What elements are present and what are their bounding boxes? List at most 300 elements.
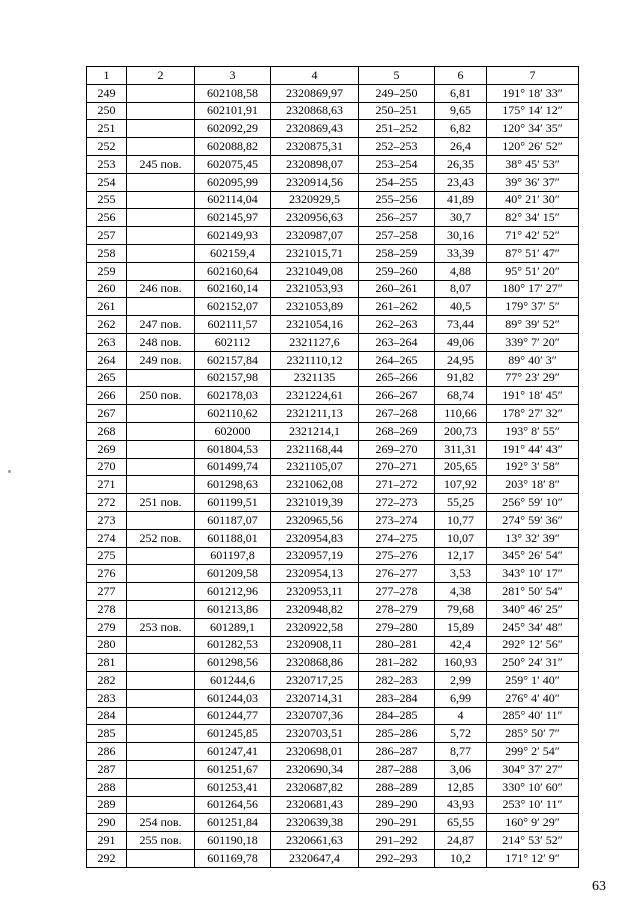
table-cell: 2320687,82 [271,778,359,796]
table-cell: 42,4 [435,636,487,654]
table-cell: 160,93 [435,654,487,672]
table-cell: 601298,56 [195,654,271,672]
table-cell: 89° 40′ 3″ [487,351,579,369]
table-cell: 287 [87,761,127,779]
table-cell: 601188,01 [195,529,271,547]
table-cell: 24,87 [435,832,487,850]
table-cell: 2320965,56 [271,511,359,529]
table-row [87,209,579,227]
table-cell: 252 пов. [127,529,195,547]
table-cell: 602160,14 [195,280,271,298]
table-cell: 2320922,58 [271,618,359,636]
table-cell [127,405,195,423]
table-cell [127,120,195,138]
table-row [87,84,579,102]
table-cell: 259 [87,262,127,280]
table-cell: 2321054,16 [271,316,359,334]
page-number: 63 [592,879,606,894]
table-row [87,636,579,654]
table-cell: 288 [87,778,127,796]
column-header: 6 [435,67,487,85]
table-cell: 290 [87,814,127,832]
table-cell: 289–290 [359,796,435,814]
table-cell: 40° 21′ 30″ [487,191,579,209]
table-cell: 79,68 [435,600,487,618]
table-cell: 2321110,12 [271,351,359,369]
column-header: 5 [359,67,435,85]
table-cell: 77° 23′ 29″ [487,369,579,387]
table-cell: 281–282 [359,654,435,672]
table-cell: 2320707,36 [271,707,359,725]
table-cell: 39° 36′ 37″ [487,173,579,191]
table-cell: 2321211,13 [271,405,359,423]
table-cell: 26,35 [435,155,487,173]
table-row [87,191,579,209]
table-row [87,138,579,156]
table-cell: 285–286 [359,725,435,743]
table-cell: 245° 34′ 48″ [487,618,579,636]
table-cell: 2321214,1 [271,422,359,440]
table-cell: 330° 10′ 60″ [487,778,579,796]
table-cell: 275 [87,547,127,565]
table-cell: 601212,96 [195,583,271,601]
table-cell: 601187,07 [195,511,271,529]
table-cell: 602152,07 [195,298,271,316]
table-cell: 249 пов. [127,351,195,369]
table-cell: 248 пов. [127,333,195,351]
table-row [87,778,579,796]
table-row [87,654,579,672]
table-cell: 279 [87,618,127,636]
table-cell: 257–258 [359,227,435,245]
table-cell: 2320957,19 [271,547,359,565]
table-row [87,155,579,173]
table-cell: 602114,04 [195,191,271,209]
table-cell: 2320914,56 [271,173,359,191]
table-cell [127,636,195,654]
column-header: 3 [195,67,271,85]
table-cell: 345° 26′ 54″ [487,547,579,565]
table-cell [127,244,195,262]
table-cell: 601247,41 [195,743,271,761]
table-cell: 6,81 [435,84,487,102]
table-cell: 272 [87,494,127,512]
table-cell: 43,93 [435,796,487,814]
table-cell: 283 [87,689,127,707]
table-cell: 285° 40′ 11″ [487,707,579,725]
table-cell [127,565,195,583]
table-cell: 87° 51′ 47″ [487,244,579,262]
table-cell: 259° 1′ 40″ [487,672,579,690]
table-cell [127,725,195,743]
table-row [87,405,579,423]
table-cell [127,440,195,458]
table-cell: 214° 53′ 52″ [487,832,579,850]
table-row [87,583,579,601]
table-cell: 246 пов. [127,280,195,298]
table-row [87,743,579,761]
table-cell: 249 [87,84,127,102]
table-row [87,672,579,690]
table-cell: 271 [87,476,127,494]
table-cell: 2321168,44 [271,440,359,458]
table-cell: 601289,1 [195,618,271,636]
table-row [87,298,579,316]
table-cell: 601244,03 [195,689,271,707]
table-cell: 171° 12′ 9″ [487,850,579,868]
table-cell: 602157,98 [195,369,271,387]
table-cell: 10,2 [435,850,487,868]
table-cell: 602000 [195,422,271,440]
table-row [87,227,579,245]
table-cell: 24,95 [435,351,487,369]
table-cell: 253 [87,155,127,173]
table-cell: 68,74 [435,387,487,405]
table-cell: 2321135 [271,369,359,387]
table-cell [127,743,195,761]
table-cell: 272–273 [359,494,435,512]
table-cell: 601209,58 [195,565,271,583]
table-row [87,369,579,387]
table-cell: 260–261 [359,280,435,298]
table-cell: 250 [87,102,127,120]
table-cell: 264 [87,351,127,369]
table-cell: 602160,64 [195,262,271,280]
table-row [87,458,579,476]
table-cell: 267–268 [359,405,435,423]
table-cell: 286–287 [359,743,435,761]
table-cell: 265 [87,369,127,387]
table-cell: 2320661,63 [271,832,359,850]
table-row [87,832,579,850]
table-cell: 601253,41 [195,778,271,796]
table-cell [127,191,195,209]
table-cell [127,778,195,796]
table-cell: 601298,63 [195,476,271,494]
table-cell: 277–278 [359,583,435,601]
table-cell: 2320869,97 [271,84,359,102]
table-row [87,102,579,120]
table-cell: 276° 4′ 40″ [487,689,579,707]
table-cell: 276–277 [359,565,435,583]
table-cell: 260 [87,280,127,298]
table-cell: 89° 39′ 52″ [487,316,579,334]
table-cell: 271–272 [359,476,435,494]
table-cell: 2320714,31 [271,689,359,707]
table-cell: 2320953,11 [271,583,359,601]
table-cell: 264–265 [359,351,435,369]
table-cell: 601245,85 [195,725,271,743]
table-cell: 282–283 [359,672,435,690]
table-cell: 343° 10′ 17″ [487,565,579,583]
table-row [87,173,579,191]
table-cell: 200,73 [435,422,487,440]
table-cell: 258 [87,244,127,262]
table-cell: 339° 7′ 20″ [487,333,579,351]
table-cell: 205,65 [435,458,487,476]
table-cell [127,209,195,227]
table-cell: 274–275 [359,529,435,547]
table-cell: 2321019,39 [271,494,359,512]
table-row [87,244,579,262]
table-cell: 285° 50′ 7″ [487,725,579,743]
table-cell: 180° 17′ 27″ [487,280,579,298]
table-cell: 203° 18′ 8″ [487,476,579,494]
table-cell: 255 [87,191,127,209]
table-row [87,120,579,138]
table-cell: 601199,51 [195,494,271,512]
table-cell: 120° 26′ 52″ [487,138,579,156]
table-cell: 602110,62 [195,405,271,423]
table-cell: 274° 59′ 36″ [487,511,579,529]
table-cell: 30,7 [435,209,487,227]
table-cell: 82° 34′ 15″ [487,209,579,227]
table-cell: 270 [87,458,127,476]
table-cell: 254–255 [359,173,435,191]
table-cell: 2320698,01 [271,743,359,761]
table-cell: 270–271 [359,458,435,476]
table-cell: 41,89 [435,191,487,209]
table-cell: 602101,91 [195,102,271,120]
table-cell: 120° 34′ 35″ [487,120,579,138]
table-cell [127,583,195,601]
table-cell: 261 [87,298,127,316]
table-cell: 252 [87,138,127,156]
table-cell: 275–276 [359,547,435,565]
table-cell [127,422,195,440]
table-cell: 2321053,89 [271,298,359,316]
table-cell: 602145,97 [195,209,271,227]
table-cell: 107,92 [435,476,487,494]
table-cell: 2,99 [435,672,487,690]
table-cell: 91,82 [435,369,487,387]
table-row [87,387,579,405]
table-cell: 280–281 [359,636,435,654]
table-cell: 110,66 [435,405,487,423]
table-cell: 178° 27′ 32″ [487,405,579,423]
table-row [87,440,579,458]
table-cell [127,600,195,618]
table-cell: 5,72 [435,725,487,743]
table-cell: 283–284 [359,689,435,707]
table-cell: 256 [87,209,127,227]
table-cell [127,796,195,814]
table-cell: 285 [87,725,127,743]
table-cell [127,476,195,494]
table-cell: 2320647,4 [271,850,359,868]
table-cell: 255–256 [359,191,435,209]
table-row [87,476,579,494]
table-cell [127,138,195,156]
table-cell [127,672,195,690]
table-cell: 175° 14′ 12″ [487,102,579,120]
table-cell: 2320898,07 [271,155,359,173]
table-row [87,600,579,618]
table-cell: 2320954,13 [271,565,359,583]
table-cell: 601190,18 [195,832,271,850]
table-cell: 253–254 [359,155,435,173]
table-row [87,316,579,334]
table-cell: 2321053,93 [271,280,359,298]
table-cell [127,761,195,779]
table-cell: 601251,67 [195,761,271,779]
table-cell: 601169,78 [195,850,271,868]
table-cell: 311,31 [435,440,487,458]
table-cell: 289 [87,796,127,814]
table-cell: 179° 37′ 5″ [487,298,579,316]
table-cell: 269–270 [359,440,435,458]
table-cell: 263–264 [359,333,435,351]
table-cell: 292–293 [359,850,435,868]
table-cell: 304° 37′ 27″ [487,761,579,779]
table-cell: 2320987,07 [271,227,359,245]
table-cell: 2320875,31 [271,138,359,156]
table-cell: 2320869,43 [271,120,359,138]
table-cell: 601244,6 [195,672,271,690]
table-row [87,618,579,636]
table-cell: 2320717,25 [271,672,359,690]
table-cell: 282 [87,672,127,690]
table-cell [127,511,195,529]
table-cell: 252–253 [359,138,435,156]
table-cell: 601197,8 [195,547,271,565]
table-cell: 2320868,63 [271,102,359,120]
table-cell: 254 пов. [127,814,195,832]
table-row [87,761,579,779]
table-cell: 265–266 [359,369,435,387]
table-cell: 253 пов. [127,618,195,636]
table-cell: 257 [87,227,127,245]
table-cell: 266 [87,387,127,405]
column-header: 7 [487,67,579,85]
table-cell: 268 [87,422,127,440]
table-body [87,84,579,867]
table-cell: 2321127,6 [271,333,359,351]
table-cell: 601264,56 [195,796,271,814]
table-row [87,689,579,707]
table-cell: 288–289 [359,778,435,796]
table-cell: 55,25 [435,494,487,512]
table-row [87,565,579,583]
table-cell: 4 [435,707,487,725]
table-cell: 6,99 [435,689,487,707]
column-header: 4 [271,67,359,85]
table-cell: 255 пов. [127,832,195,850]
table-cell: 250–251 [359,102,435,120]
table-row [87,351,579,369]
table-cell: 268–269 [359,422,435,440]
table-cell: 191° 18′ 33″ [487,84,579,102]
table-cell: 3,53 [435,565,487,583]
table-cell: 12,17 [435,547,487,565]
table-cell: 261–262 [359,298,435,316]
table-cell: 49,06 [435,333,487,351]
table-row [87,814,579,832]
table-cell: 4,38 [435,583,487,601]
table-cell: 2320868,86 [271,654,359,672]
table-row [87,707,579,725]
table-cell [127,102,195,120]
table-cell: 38° 45′ 53″ [487,155,579,173]
table-cell: 340° 46′ 25″ [487,600,579,618]
table-row [87,725,579,743]
table-cell: 278 [87,600,127,618]
table-cell: 292 [87,850,127,868]
table-cell: 601251,84 [195,814,271,832]
table-row [87,529,579,547]
table-cell: 284 [87,707,127,725]
table-cell: 602088,82 [195,138,271,156]
table-cell: 256–257 [359,209,435,227]
table-cell: 23,43 [435,173,487,191]
table-cell: 290–291 [359,814,435,832]
table-cell: 262–263 [359,316,435,334]
table-cell: 40,5 [435,298,487,316]
table-cell [127,298,195,316]
table-cell: 258–259 [359,244,435,262]
table-cell: 251 пов. [127,494,195,512]
table-cell: 2321105,07 [271,458,359,476]
table-cell: 602075,45 [195,155,271,173]
table-cell: 602149,93 [195,227,271,245]
table-cell: 10,07 [435,529,487,547]
table-cell: 193° 8′ 55″ [487,422,579,440]
table-cell [127,227,195,245]
table-cell: 273 [87,511,127,529]
table-cell: 602178,03 [195,387,271,405]
table-cell: 602159,4 [195,244,271,262]
table-cell: 251–252 [359,120,435,138]
table-cell: 250 пов. [127,387,195,405]
table-cell [127,173,195,191]
table-cell: 2320681,43 [271,796,359,814]
table-cell: 192° 3′ 58″ [487,458,579,476]
table-cell: 191° 18′ 45″ [487,387,579,405]
table-cell: 259–260 [359,262,435,280]
column-header: 1 [87,67,127,85]
table-cell [127,262,195,280]
table-cell: 250° 24′ 31″ [487,654,579,672]
table-cell [127,458,195,476]
table-row [87,511,579,529]
table-row [87,547,579,565]
table-cell [127,84,195,102]
table-cell: 269 [87,440,127,458]
table-cell: 299° 2′ 54″ [487,743,579,761]
table-cell: 2320948,82 [271,600,359,618]
table-cell [127,689,195,707]
table-cell: 2321224,61 [271,387,359,405]
table-cell [127,547,195,565]
table-row [87,850,579,868]
table-cell: 280 [87,636,127,654]
table-cell: 601282,53 [195,636,271,654]
table-cell: 267 [87,405,127,423]
table-cell: 602112 [195,333,271,351]
table-cell: 191° 44′ 43″ [487,440,579,458]
table-cell: 2320690,34 [271,761,359,779]
table-cell: 160° 9′ 29″ [487,814,579,832]
table-row [87,494,579,512]
table-cell: 602157,84 [195,351,271,369]
table-cell: 13° 32′ 39″ [487,529,579,547]
table-row [87,262,579,280]
table-cell: 8,07 [435,280,487,298]
table-cell: 95° 51′ 20″ [487,262,579,280]
table-cell: 12,85 [435,778,487,796]
table-cell: 254 [87,173,127,191]
table-cell: 281° 50′ 54″ [487,583,579,601]
